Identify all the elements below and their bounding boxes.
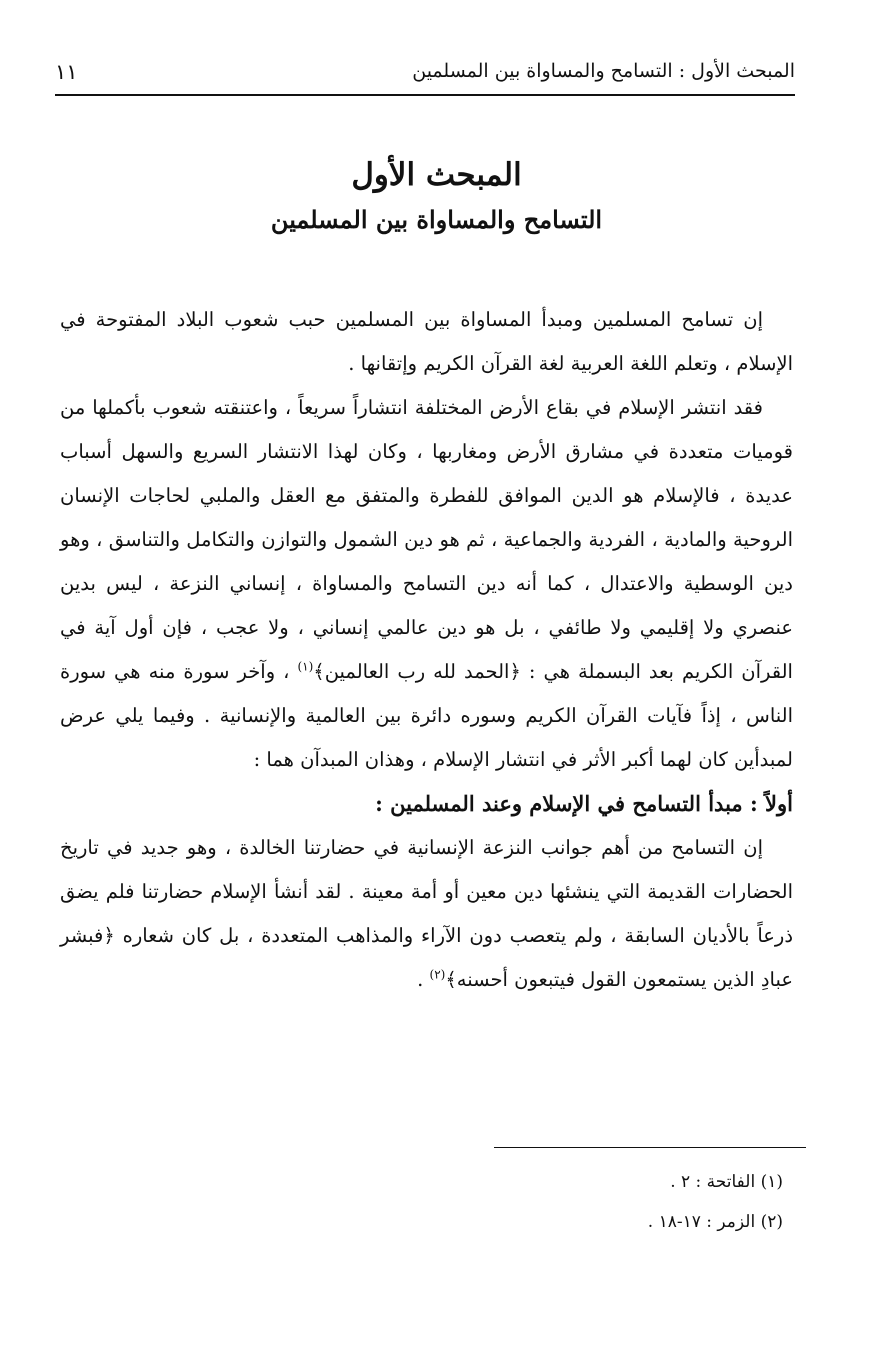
footnote-2: (٢) الزمر : ١٧-١٨ . [647,1212,783,1232]
chapter-subtitle: التسامح والمساواة بين المسلمين [270,205,603,234]
paragraph-3 [60,826,793,1002]
footnote-1: (١) الفاتحة : ٢ . [670,1172,783,1192]
paragraph-3-text-after: . [417,968,424,991]
chapter-title: المبحث الأول [351,157,522,193]
paragraph-1: إن تسامح المسلمين ومبدأ المساواة بين المسلمين حبب شعوب البلاد المفتوحة في الإسلام ، وتعلم اللغة العربية لغة القرآن الكريم وإتقانها . [60,308,793,375]
footnote-divider [494,1147,806,1148]
running-header [55,58,795,96]
paragraph-2-text-after: ، وآخر سورة منه هي سورة الناس ، إذاً فآيات القرآن الكريم وسوره دائرة بين العالمية والإنسانية . وفيما يلي عرض لمبدأين كان لهما أكبر الأثر في انتشار الإسلام ، وهذان المبدآن هما : [60,660,793,771]
page-number: ١١ [55,60,78,84]
body-text [60,298,793,1002]
quran-quote-2: ﴿فبشر عبادِ الذين يستمعون القول فيتبعون أحسنه﴾ [60,924,793,991]
footnote-ref-1: (١) [297,659,314,674]
section-heading: أولاً : مبدأ التسامح في الإسلام وعند المسلمين : [375,791,793,816]
quran-quote-1: ﴿الحمد لله رب العالمين﴾ [313,660,521,683]
paragraph-2-text-before: فقد انتشر الإسلام في بقاع الأرض المختلفة انتشاراً سريعاً ، واعتنقته شعوب بأكملها من قوميات متعددة في مشارق الأرض ومغاربها ، وكان لهذا الانتشار السريع والسهل أسباب عديدة ، فالإسلام هو الدين الموافق للفطرة والمتفق مع العقل والملبي لحاجات الإنسان الروحية والمادية ، الفردية والجماعية ، ثم هو دين الشمول والتوازن والتكامل والتناسق ، وهو دين الوسطية والاعتدال ، كما أنه دين التسامح والمساواة ، إنساني النزعة ، ليس بدين عنصري ولا إقليمي ولا طائفي ، بل هو دين عالمي إنساني ، ولا عجب ، فإن أول آية في القرآن الكريم بعد البسملة هي : [60,396,793,683]
chapter-heading [60,150,813,240]
footnote-ref-2: (٢) [429,967,446,982]
paragraph-2 [60,386,793,782]
footnotes [383,1162,783,1242]
paragraph-3-text-before: إن التسامح من أهم جوانب النزعة الإنسانية في حضارتنا الخالدة ، وهو جديد في تاريخ الحضارات القديمة التي ينشئها دين معين أو أمة معينة . لقد أنشأ الإسلام حضارتنا فلم يضق ذرعاً بالأديان السابقة ، ولم يتعصب دون الآراء والمذاهب المتعددة ، بل كان شعاره [60,836,793,947]
running-title: المبحث الأول : التسامح والمساواة بين المسلمين [412,60,795,82]
